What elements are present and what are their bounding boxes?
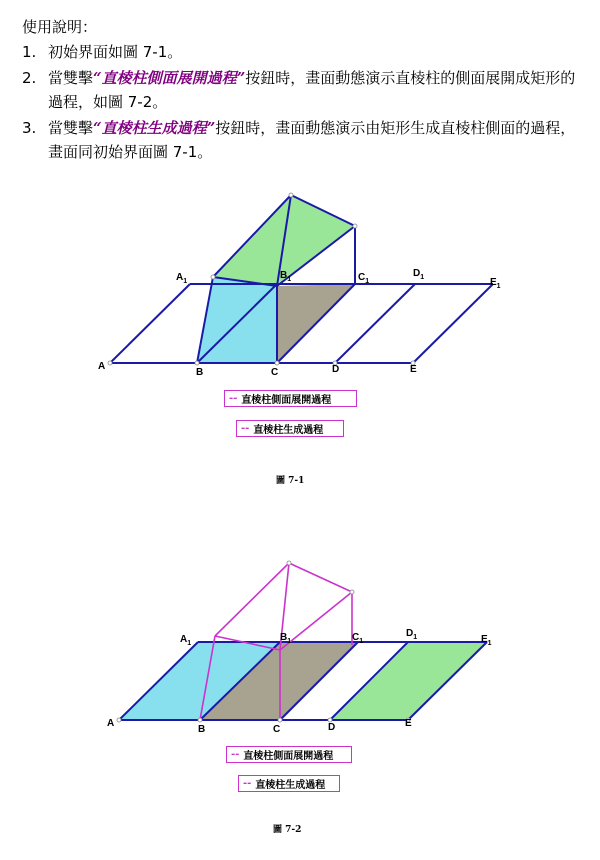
label-E: E (410, 364, 417, 375)
label-A: A (107, 718, 115, 729)
edge-AA1 (110, 284, 190, 363)
item-text-post: 按鈕時，畫面動態演示由矩形生成直棱柱側面的過程，畫面同初始界面圖 7-1。 (48, 119, 576, 161)
label-D: D (328, 722, 336, 733)
item-number: 1. (22, 43, 37, 61)
label-B: B (198, 724, 206, 735)
item-text-post: 按鈕時，畫面動態演示直棱柱的側面展開成矩形的過程，如圖 7-2。 (48, 69, 576, 111)
edge-DD1 (335, 284, 415, 363)
label-D: D (332, 364, 340, 375)
figure-caption: 圖 7-1 (276, 476, 305, 486)
label-B1: $B_1$ (280, 270, 292, 283)
item-text-pre: 當雙擊 (48, 119, 94, 137)
label-D1: $D_1$ (413, 268, 425, 281)
unfold-button[interactable]: -- 直棱柱側面展開過程 (226, 746, 352, 763)
instruction-item-1 (22, 40, 587, 64)
instruction-item-2 (22, 66, 587, 114)
button-dash: -- (229, 393, 238, 404)
label-C: C (273, 724, 281, 735)
item-text-pre: 當雙擊 (48, 69, 94, 87)
label-C: C (271, 367, 279, 378)
item-emphasis: “直棱柱側面展開過程” (93, 69, 246, 87)
button-dash: -- (241, 423, 250, 434)
instruction-item-3 (22, 116, 587, 164)
figure-caption: 圖 7-2 (273, 825, 302, 835)
label-A1: $A_1$ (180, 634, 192, 647)
label-C1: $C_1$ (352, 632, 364, 645)
unfold-button[interactable]: -- 直棱柱側面展開過程 (224, 390, 357, 407)
label-B1: $B_1$ (280, 632, 292, 645)
label-D1: $D_1$ (406, 628, 418, 641)
item-number: 2. (22, 69, 37, 87)
label-A: A (98, 361, 106, 372)
generate-button[interactable]: -- 直棱柱生成過程 (236, 420, 344, 437)
button-dash: -- (231, 749, 240, 760)
generate-button[interactable]: -- 直棱柱生成過程 (238, 775, 340, 792)
item-text: 初始界面如圖 7-1。 (48, 43, 183, 61)
button-dash: -- (243, 778, 252, 789)
label-E1: $E_1$ (490, 277, 501, 290)
instructions-title: 使用說明： (22, 18, 98, 36)
item-number: 3. (22, 119, 37, 137)
label-B: B (196, 367, 204, 378)
label-E1: $E_1$ (481, 634, 492, 647)
top-face-unfolded (330, 642, 487, 720)
label-C1: $C_1$ (358, 272, 370, 285)
edge-EE1 (413, 284, 493, 363)
label-E: E (405, 718, 412, 729)
label-A1: $A_1$ (176, 272, 188, 285)
item-emphasis: “直棱柱生成過程” (93, 119, 216, 137)
